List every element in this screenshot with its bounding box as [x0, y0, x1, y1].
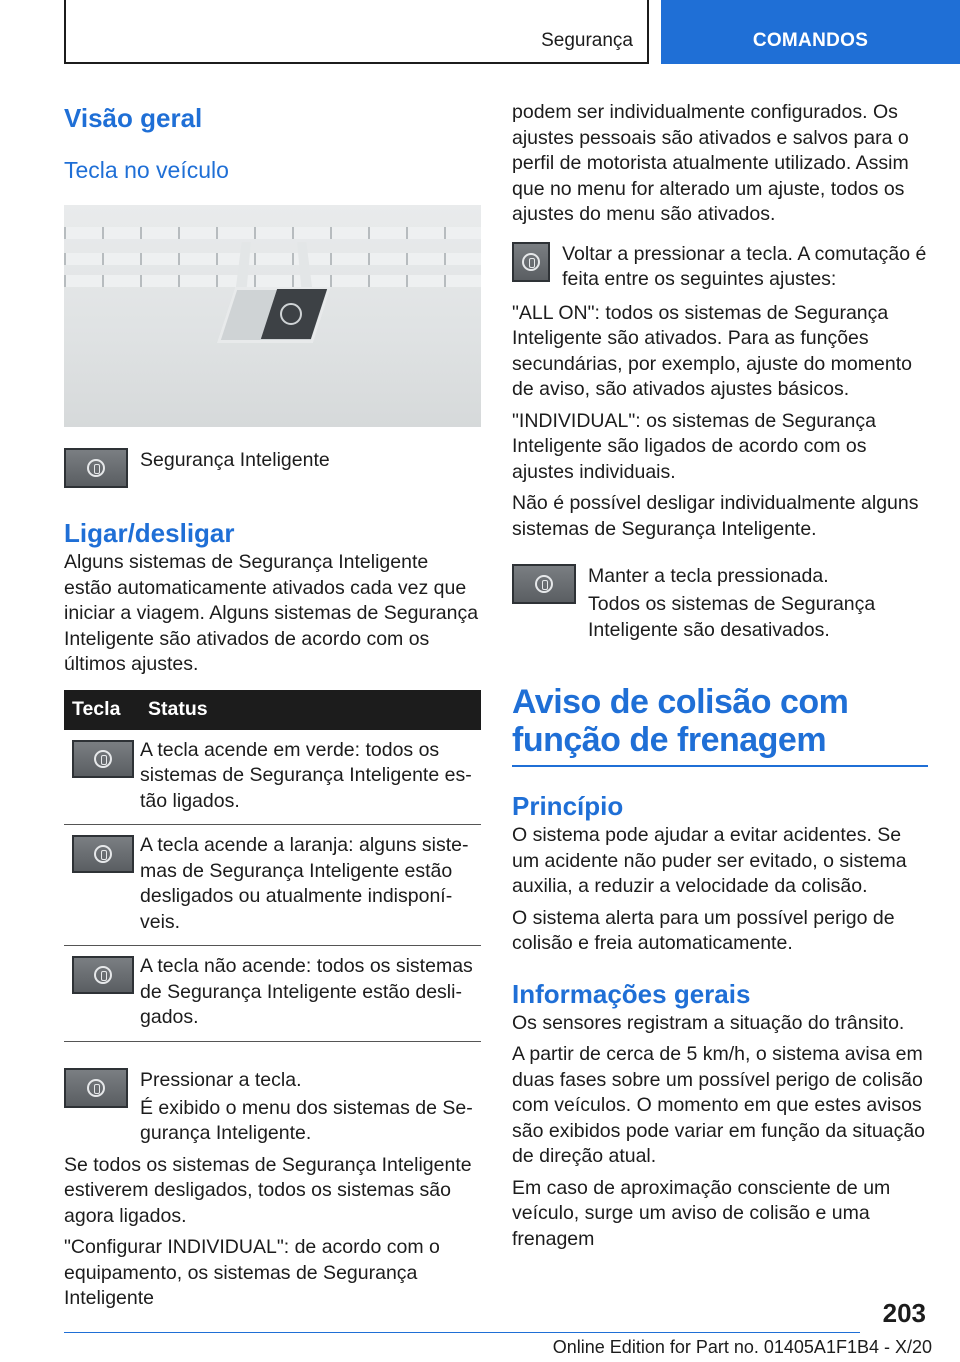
hold-instruction: Manter a tecla pressionada.	[588, 565, 829, 587]
press-result: É exibido o menu dos sistemas de Segurança Inteligente.	[140, 1096, 473, 1144]
heading-general-info: Informações gerais	[512, 978, 751, 1009]
footer-divider	[64, 1332, 860, 1333]
right-column	[512, 100, 928, 1252]
status-text: A tecla não acende: todos os sistemas de Segurança Inteligente estão desligados.	[140, 946, 481, 1042]
header-frame	[64, 0, 649, 64]
press-again-instruction: Voltar a pressionar a tecla. A comutação é feita entre os seguintes ajustes:	[562, 242, 927, 290]
col-header-key: Tecla	[64, 690, 140, 730]
paragraph-not-possible: Não é possível desligar individualmente alguns sistemas de Segurança Inteligente.	[512, 492, 919, 540]
hold-result: Todos os sistemas de Segurança Inteligente são desativados.	[588, 593, 876, 641]
intelligent-safety-icon	[72, 740, 134, 778]
paragraph-individual-mode: "INDIVIDUAL": os sistemas de Segurança Inteligente são ligados de acordo com os ajustes individuais.	[512, 409, 876, 483]
table-row	[64, 730, 481, 825]
paragraph-principle-1: O sistema pode ajudar a evitar acidentes. Se um acidente não puder ser evitado, o sistema auxilia, a reduzir a velocidade da colisão.	[512, 824, 907, 897]
key-legend	[64, 448, 481, 488]
section-title: Segurança	[541, 30, 633, 51]
status-text: A tecla acende a laranja: alguns sistemas de Segurança Inteligente estão desligados ou atualmente indisponíveis.	[140, 825, 481, 946]
paragraph-on-off: Alguns sistemas de Segurança Inteligente estão automaticamente ativados cada vez que iniciar a viagem. Alguns sistemas de Segurança Inteligente são ativados de acordo com os últimos ajustes.	[64, 551, 479, 675]
intelligent-safety-icon	[72, 835, 134, 873]
paragraph-general-3: Em caso de aproximação consciente de um veículo, surge um aviso de colisão e uma frenagem	[512, 1176, 891, 1250]
intelligent-safety-icon	[64, 1068, 128, 1108]
status-text: A tecla acende em verde: todos os sistemas de Segurança Inteligente estão ligados.	[140, 730, 481, 825]
paragraph-all-on: "ALL ON": todos os sistemas de Segurança Inteligente são ativados. Para as funções secundárias, por exemplo, ajuste do momento de aviso, são ativados ajustes básicos.	[512, 301, 912, 400]
paragraph-general-1: Os sensores registram a situação do trânsito.	[512, 1011, 905, 1034]
key-caption: Segurança Inteligente	[140, 449, 330, 471]
press-instruction: Pressionar a tecla.	[140, 1068, 302, 1091]
intelligent-safety-icon	[280, 303, 302, 325]
table-row	[64, 825, 481, 946]
status-table	[64, 690, 481, 1042]
edition-link[interactable]: Online Edition for Part no. 01405A1F1B4 - X/20	[552, 1337, 932, 1357]
heading-principle: Princípio	[512, 791, 624, 821]
intelligent-safety-icon	[512, 564, 576, 604]
press-again-step	[512, 242, 928, 293]
table-row	[64, 946, 481, 1042]
paragraph-continued: podem ser individualmente configurados. Os ajustes pessoais são ativados e salvos para o perfil de motorista atualmente utilizado. Assim que no menu for alterado um ajuste, todos os ajustes do menu são ativados.	[512, 101, 909, 225]
paragraph-individual: "Configurar INDIVIDUAL": de acordo com o equipamento, os sistemas de Segurança Inteligente	[64, 1236, 440, 1309]
intelligent-safety-icon	[64, 448, 128, 488]
left-column	[64, 100, 481, 1312]
heading-overview: Visão geral	[64, 103, 203, 133]
chapter-tab[interactable]	[661, 0, 960, 64]
paragraph-all-off: Se todos os sistemas de Segurança Inteligente estiverem desligados, todos os sistemas são agora ligados.	[64, 1153, 472, 1227]
vehicle-button-photo	[64, 205, 481, 427]
chapter-tab-label: COMANDOS	[752, 30, 869, 51]
page-number: 203	[882, 1298, 926, 1328]
heading-collision-warning: Aviso de colisão com função de frenagem	[512, 683, 928, 767]
intelligent-safety-icon	[72, 956, 134, 994]
heading-key-in-vehicle: Tecla no veículo	[64, 157, 229, 183]
paragraph-principle-2: O sistema alerta para um possível perigo de colisão e freia automaticamente.	[512, 906, 895, 954]
intelligent-safety-icon	[512, 242, 550, 282]
heading-on-off: Ligar/desligar	[64, 518, 235, 548]
paragraph-general-2: A partir de cerca de 5 km/h, o sistema avisa em duas fases sobre um possível perigo de colisão com veículos. O momento em que estes avisos são exibidos pode variar em função da situação de direção atual.	[512, 1043, 926, 1167]
col-header-status: Status	[140, 690, 481, 730]
